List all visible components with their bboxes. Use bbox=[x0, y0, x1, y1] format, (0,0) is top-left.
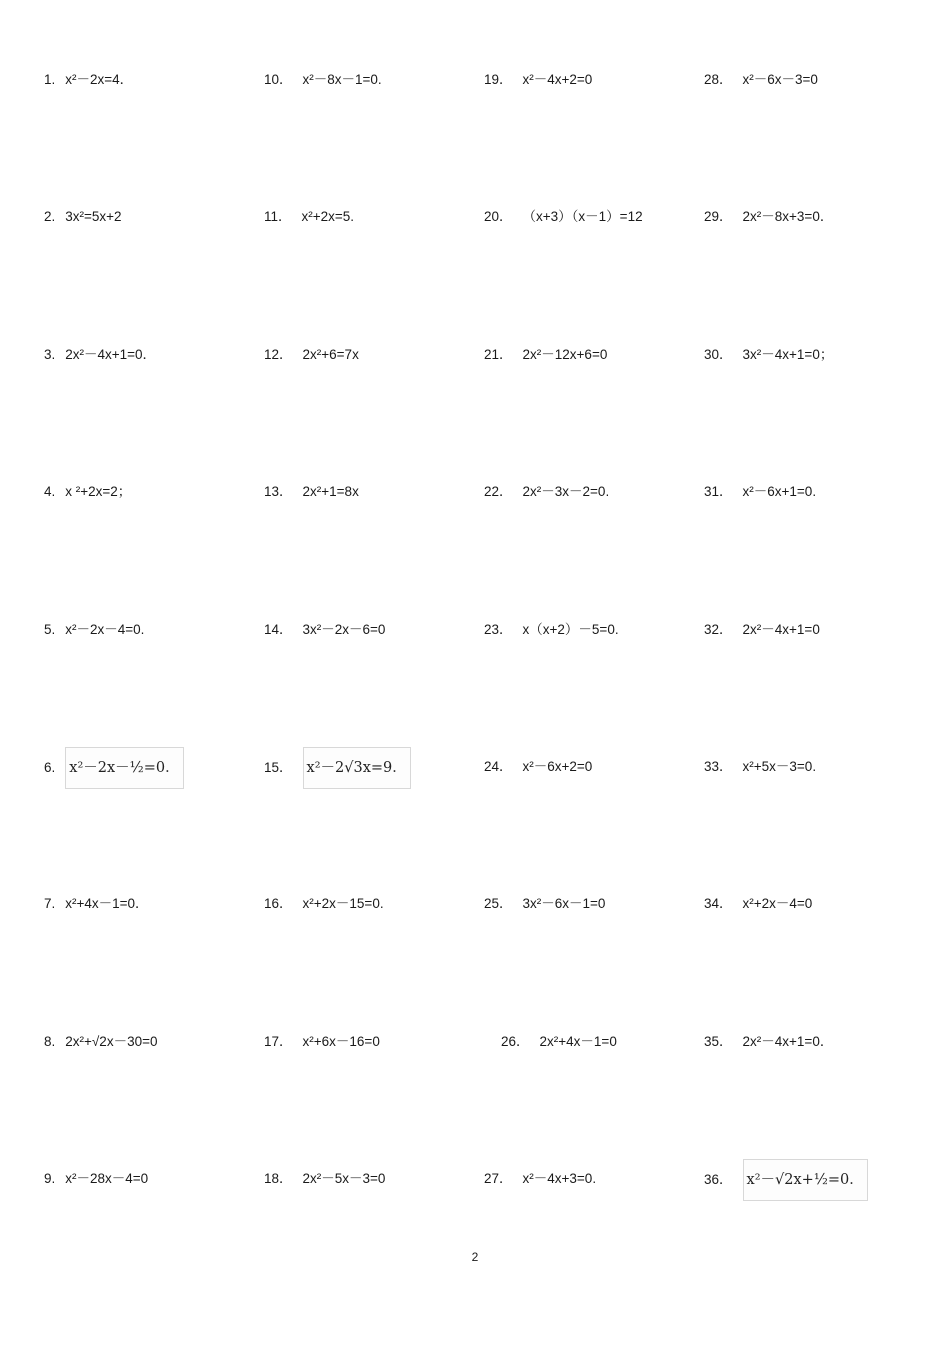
problem-number: 12． bbox=[264, 346, 293, 362]
problem-equation: x²－6x+2=0 bbox=[522, 758, 593, 774]
problem-number: 31． bbox=[704, 484, 733, 500]
problem-25 bbox=[484, 884, 704, 1021]
problem-equation: x²+4x－1=0． bbox=[65, 896, 149, 912]
problem-number: 33． bbox=[704, 758, 733, 774]
problem-equation: 2x²+√2x－30=0 bbox=[65, 1033, 158, 1049]
problem-18 bbox=[264, 1159, 484, 1296]
problem-29 bbox=[704, 197, 924, 334]
problem-equation-image: x²－2x－½=0． bbox=[65, 747, 183, 789]
problem-number: 21． bbox=[484, 346, 513, 362]
problem-5 bbox=[44, 610, 264, 747]
problem-10 bbox=[264, 60, 484, 197]
problem-number: 24． bbox=[484, 758, 513, 774]
problem-equation: x²－8x－1=0. bbox=[302, 72, 382, 87]
problem-number: 3. bbox=[44, 346, 56, 362]
problem-number: 14． bbox=[264, 621, 293, 637]
problem-2 bbox=[44, 197, 264, 334]
problem-equation: （x+3）（x－1）=12 bbox=[522, 209, 643, 225]
problem-grid bbox=[44, 60, 924, 1297]
problem-36 bbox=[704, 1159, 924, 1296]
problem-22 bbox=[484, 472, 704, 609]
problem-equation: x²－2x－4=0. bbox=[65, 621, 145, 637]
problem-number: 11． bbox=[264, 209, 292, 225]
problem-equation: 3x²－2x－6=0 bbox=[302, 621, 386, 637]
problem-equation: x（x+2）－5=0. bbox=[522, 621, 619, 637]
problem-26 bbox=[484, 1022, 704, 1159]
problem-3 bbox=[44, 335, 264, 472]
problem-number: 16． bbox=[264, 896, 293, 912]
problem-number: 19． bbox=[484, 72, 513, 87]
problem-equation: 2x²+6=7x bbox=[302, 346, 359, 362]
problem-34 bbox=[704, 884, 924, 1021]
problem-number: 26． bbox=[501, 1033, 530, 1049]
problem-32 bbox=[704, 610, 924, 747]
problem-number: 23． bbox=[484, 621, 513, 637]
problem-35 bbox=[704, 1022, 924, 1159]
problem-number: 32． bbox=[704, 621, 733, 637]
problem-equation: 2x²－3x－2=0. bbox=[522, 484, 610, 500]
problem-11 bbox=[264, 197, 484, 334]
problem-equation-image: x²－2√3x=9． bbox=[303, 747, 411, 789]
problem-number: 15． bbox=[264, 759, 293, 775]
problem-31 bbox=[704, 472, 924, 609]
problem-27 bbox=[484, 1159, 704, 1296]
problem-equation: x²+6x－16=0 bbox=[302, 1033, 380, 1049]
problem-14 bbox=[264, 610, 484, 747]
problem-16 bbox=[264, 884, 484, 1021]
problem-number: 17． bbox=[264, 1033, 293, 1049]
problem-number: 1. bbox=[44, 72, 56, 87]
problem-number: 25． bbox=[484, 896, 513, 912]
problem-equation: 2x²－4x+1=0． bbox=[65, 346, 157, 362]
problem-12 bbox=[264, 335, 484, 472]
problem-number: 4. bbox=[44, 484, 56, 500]
problem-equation: 3x²=5x+2 bbox=[65, 209, 122, 225]
problem-equation: 2x²+1=8x bbox=[302, 484, 359, 500]
problem-19 bbox=[484, 60, 704, 197]
problem-equation: 2x²－8x+3=0． bbox=[742, 209, 834, 225]
problem-number: 13． bbox=[264, 484, 293, 500]
problem-4 bbox=[44, 472, 264, 609]
problem-24 bbox=[484, 747, 704, 884]
problem-equation: x²－4x+2=0 bbox=[522, 72, 593, 87]
problem-23 bbox=[484, 610, 704, 747]
problem-21 bbox=[484, 335, 704, 472]
problem-equation: x²－28x－4=0 bbox=[65, 1171, 149, 1187]
problem-number: 35． bbox=[704, 1033, 733, 1049]
problem-number: 5. bbox=[44, 621, 56, 637]
problem-number: 29． bbox=[704, 209, 733, 225]
problem-number: 8. bbox=[44, 1033, 56, 1049]
problem-number: 28． bbox=[704, 72, 733, 87]
problem-15 bbox=[264, 747, 484, 884]
problem-7 bbox=[44, 884, 264, 1021]
problem-number: 2. bbox=[44, 209, 56, 225]
problem-number: 7. bbox=[44, 896, 56, 912]
problem-33 bbox=[704, 747, 924, 884]
problem-equation: x²－6x+1=0. bbox=[742, 484, 817, 500]
problem-number: 36． bbox=[704, 1171, 733, 1187]
problem-number: 34． bbox=[704, 896, 733, 912]
problem-number: 22． bbox=[484, 484, 513, 500]
problem-equation: 2x²－12x+6=0 bbox=[522, 346, 608, 362]
problem-9 bbox=[44, 1159, 264, 1296]
problem-equation: x²－4x+3=0. bbox=[522, 1171, 597, 1187]
page-number: 2 bbox=[471, 1250, 479, 1264]
problem-equation: 2x²+4x－1=0 bbox=[539, 1033, 617, 1049]
problem-number: 18． bbox=[264, 1171, 293, 1187]
problem-equation-image: x²－√2x+½=0． bbox=[743, 1159, 868, 1201]
problem-equation: 3x²－4x+1=0； bbox=[742, 346, 834, 362]
problem-number: 27． bbox=[484, 1171, 513, 1187]
problem-number: 10． bbox=[264, 72, 293, 87]
problem-equation: 2x²－4x+1=0． bbox=[742, 1033, 834, 1049]
problem-equation: x²+2x=5. bbox=[301, 209, 355, 225]
problem-13 bbox=[264, 472, 484, 609]
problem-number: 9. bbox=[44, 1171, 56, 1187]
problem-equation: 3x²－6x－1=0 bbox=[522, 896, 606, 912]
problem-equation: x²－6x－3=0 bbox=[742, 72, 818, 87]
problem-equation: x ²+2x=2； bbox=[65, 484, 132, 500]
problem-equation: 2x²－4x+1=0 bbox=[742, 621, 820, 637]
problem-number: 30． bbox=[704, 346, 733, 362]
problem-20 bbox=[484, 197, 704, 334]
problem-equation: x²－2x=4． bbox=[65, 72, 134, 87]
problem-equation: x²+5x－3=0. bbox=[742, 758, 817, 774]
problem-equation: 2x²－5x－3=0 bbox=[302, 1171, 386, 1187]
problem-30 bbox=[704, 335, 924, 472]
problem-equation: x²+2x－15=0. bbox=[302, 896, 384, 912]
problem-28 bbox=[704, 60, 924, 197]
problem-6 bbox=[44, 747, 264, 884]
problem-1 bbox=[44, 60, 264, 197]
problem-equation: x²+2x－4=0 bbox=[742, 896, 813, 912]
problem-number: 6. bbox=[44, 759, 56, 775]
problem-number: 20． bbox=[484, 209, 513, 225]
problem-17 bbox=[264, 1022, 484, 1159]
problem-8 bbox=[44, 1022, 264, 1159]
